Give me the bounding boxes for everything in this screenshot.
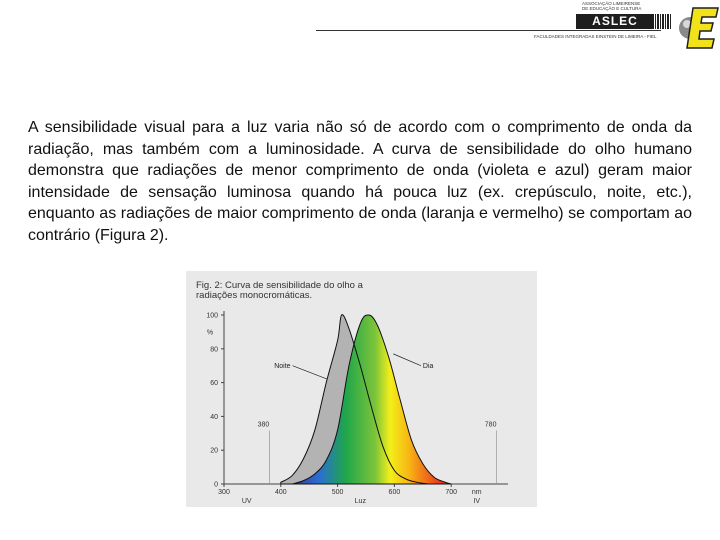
y-tick-label: 40 [210, 413, 218, 421]
institution-logo [532, 0, 672, 44]
x-tick-label: 500 [331, 489, 344, 496]
region-label: IV [473, 498, 481, 505]
logo-org-subtitle: FACULDADES INTEGRADAS EINSTEIN DE LIMEIRA - FIEL [534, 34, 657, 39]
y-tick-label: 100 [206, 312, 218, 320]
x-tick-label: 600 [388, 489, 401, 496]
figure-caption [196, 281, 526, 301]
night-leader-line [293, 366, 328, 380]
series-label-night: Noite [274, 363, 291, 371]
x-tick-label: 700 [445, 489, 458, 496]
einstein-e-logo-icon [676, 6, 720, 50]
y-tick-label: 60 [210, 380, 218, 388]
y-axis-label: % [206, 329, 214, 337]
x-tick-label: 400 [274, 489, 287, 496]
x-axis-label: nm [471, 489, 482, 496]
x-tick-label: 300 [218, 489, 230, 496]
region-label: UV [241, 498, 252, 505]
logo-barcode-icon [655, 14, 671, 29]
logo-org-line1: ASSOCIAÇÃO LIMEIRENSE [582, 1, 641, 6]
region-label: Luz [354, 498, 366, 505]
sensitivity-chart [186, 271, 537, 507]
logo-org-name: ASLEC [576, 14, 654, 29]
logo-org-line2: DE EDUCAÇÃO E CULTURA [582, 6, 642, 11]
figure-2 [186, 271, 537, 507]
y-tick-label: 20 [210, 447, 218, 455]
wavelength-annotation: 380 [257, 421, 270, 429]
figure-caption-line2: radiações monocromáticas. [196, 290, 313, 301]
body-paragraph: A sensibilidade visual para a luz varia não só de acordo com o comprimento de onda da radiação, mas também com a luminosidade. A curva de sensibilidade do olho humano demonstra que radiações de menor comprimento de onda (violeta e azul) geram maior intensidade de sensação luminosa quando há pouca luz (ex. crepúsculo, noite, etc.), enquanto as radiações de maior comprimento de onda (laranja e vermelho) se comportam ao contrário (Figura 2). [28, 119, 692, 244]
y-tick-label: 0 [214, 481, 218, 489]
logo-org-text [582, 1, 642, 11]
figure-caption-line1: Fig. 2: Curva de sensibilidade do olho a [196, 280, 363, 291]
y-tick-label: 80 [210, 346, 218, 354]
day-leader-line [393, 354, 421, 366]
chart-areas [281, 315, 451, 484]
series-label-day: Dia [422, 363, 434, 371]
wavelength-annotation: 780 [484, 421, 497, 429]
